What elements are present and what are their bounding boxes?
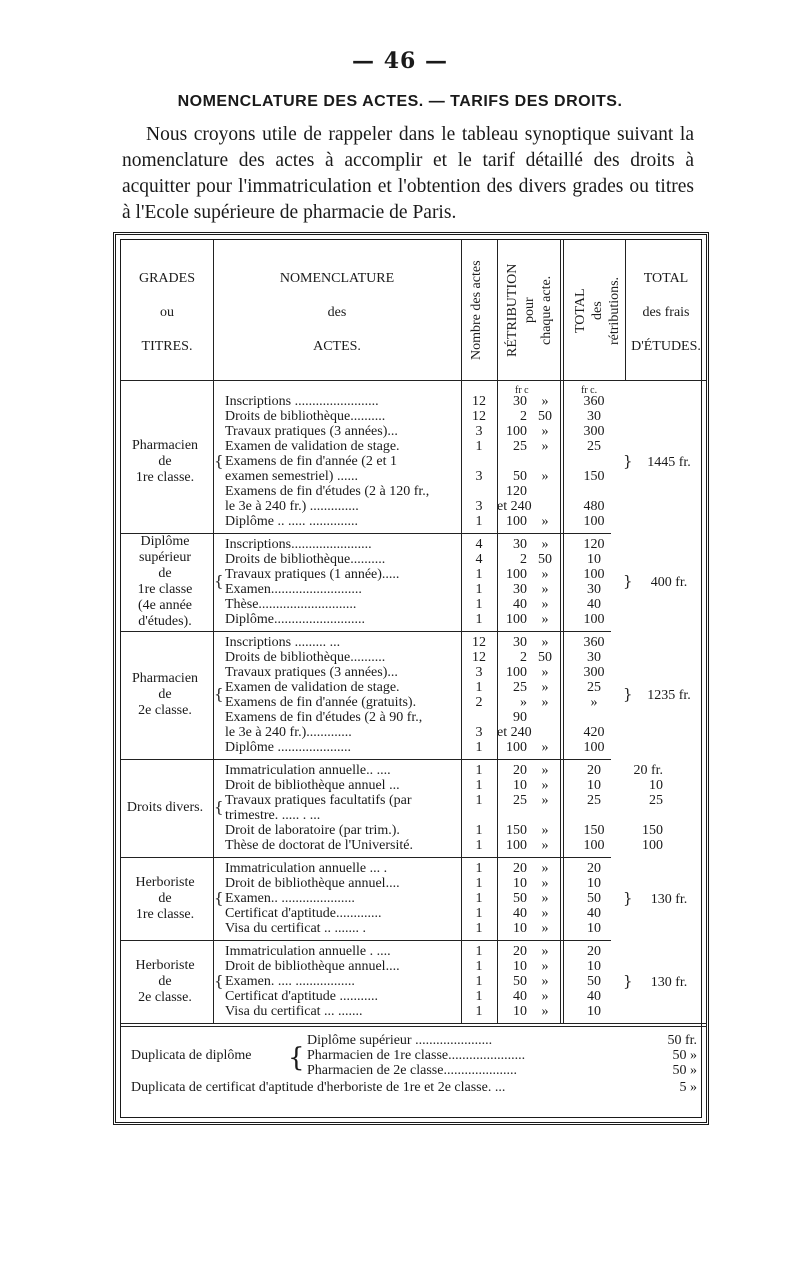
- retribution-centimes: »: [541, 514, 549, 529]
- total-frais-line: 25: [649, 793, 663, 808]
- acte-count: 1: [475, 959, 483, 974]
- unit-francs-centimes: fr c.: [581, 385, 598, 396]
- acte-count: 12: [472, 650, 486, 665]
- retribution-centimes: »: [541, 680, 549, 695]
- acte-label: trimestre. ..... . ...: [225, 808, 321, 823]
- acte-count: 3: [475, 725, 483, 740]
- total-retribution: 25: [587, 680, 601, 695]
- acte-label: Examen..........................: [225, 582, 362, 597]
- total-retribution: 40: [587, 597, 601, 612]
- retribution-francs: 90: [513, 710, 527, 725]
- retribution-francs: 40: [513, 597, 527, 612]
- retribution-francs: 10: [513, 921, 527, 936]
- acte-count: 1: [475, 838, 483, 853]
- header-nomenclature: ACTES.: [313, 339, 361, 354]
- acte-count: 1: [475, 861, 483, 876]
- total-frais-line: 20 fr.: [633, 763, 663, 778]
- retribution-francs: 30: [513, 537, 527, 552]
- grade-label: 1re classe.: [135, 469, 195, 485]
- header-grades: GRADES: [138, 271, 195, 286]
- total-retribution: 30: [587, 409, 601, 424]
- retribution-francs: 2: [520, 552, 527, 567]
- grade-label: 1re classe: [137, 582, 193, 597]
- retribution-francs: 100: [506, 514, 527, 529]
- grade-label: supérieur: [138, 550, 192, 565]
- grade-label: Herboriste: [135, 874, 195, 890]
- total-retribution: 10: [587, 778, 601, 793]
- header-retribution: chaque acte.: [539, 275, 554, 346]
- row-rule: [121, 380, 707, 381]
- acte-label: Visa du certificat ... .......: [225, 1004, 363, 1019]
- acte-label: Travaux pratiques (3 années)...: [225, 424, 398, 439]
- brace-left: {: [214, 685, 224, 703]
- total-retribution: 50: [587, 974, 601, 989]
- total-retribution: 30: [587, 582, 601, 597]
- page-number: — 46 —: [352, 48, 448, 74]
- acte-label: Droit de bibliothèque annuel....: [225, 959, 400, 974]
- retribution-centimes: »: [541, 394, 549, 409]
- column-rule: [213, 240, 214, 1023]
- retribution-francs: 100: [506, 665, 527, 680]
- retribution-centimes: »: [541, 439, 549, 454]
- grade-label: de: [158, 453, 172, 469]
- acte-count: 4: [475, 552, 483, 567]
- total-retribution: 360: [583, 635, 605, 650]
- retribution-centimes: »: [541, 567, 549, 582]
- total-retribution: 20: [587, 861, 601, 876]
- total-retribution: 40: [587, 906, 601, 921]
- duplicata-item: Pharmacien de 2e classe.....................: [307, 1063, 517, 1078]
- row-rule: [121, 857, 611, 858]
- retribution-francs: 100: [506, 424, 527, 439]
- acte-count: 1: [475, 823, 483, 838]
- retribution-francs: 150: [506, 823, 527, 838]
- total-retribution: 25: [587, 439, 601, 454]
- acte-count: 1: [475, 944, 483, 959]
- section-total: 130 fr.: [650, 974, 688, 990]
- retribution-centimes: »: [541, 763, 549, 778]
- acte-label: Diplôme .....................: [225, 740, 351, 755]
- brace-right: }: [623, 572, 633, 590]
- acte-count: 1: [475, 921, 483, 936]
- acte-label: Travaux pratiques (1 année).....: [225, 567, 400, 582]
- acte-label: Examen de validation de stage.: [225, 680, 400, 695]
- retribution-centimes: »: [541, 959, 549, 974]
- acte-count: 1: [475, 582, 483, 597]
- duplicata-price: 50 »: [672, 1063, 697, 1078]
- acte-label: Certificat d'aptitude.............: [225, 906, 382, 921]
- retribution-francs: 30: [513, 394, 527, 409]
- grade-label: 2e classe.: [138, 703, 192, 718]
- retribution-centimes: »: [541, 891, 549, 906]
- acte-label: examen semestriel) ......: [225, 469, 358, 484]
- retribution-centimes: »: [541, 921, 549, 936]
- acte-label: Travaux pratiques facultatifs (par: [225, 793, 412, 808]
- retribution-francs: 25: [513, 793, 527, 808]
- retribution-centimes: 50: [538, 650, 552, 665]
- acte-label: Immatriculation annuelle.. ....: [225, 763, 391, 778]
- retribution-francs: »: [520, 695, 527, 710]
- header-grades: TITRES.: [141, 339, 193, 354]
- header-nomenclature: des: [327, 305, 347, 320]
- total-retribution: 100: [583, 567, 605, 582]
- acte-label: Examens de fin d'études (2 à 90 fr.,: [225, 710, 423, 725]
- acte-label: Inscriptions ......... ...: [225, 635, 341, 650]
- retribution-centimes: »: [541, 838, 549, 853]
- retribution-centimes: »: [541, 424, 549, 439]
- acte-label: Examen. .... .................: [225, 974, 355, 989]
- retribution-centimes: 50: [538, 552, 552, 567]
- acte-count: 1: [475, 891, 483, 906]
- total-retribution: 40: [587, 989, 601, 1004]
- acte-count: 1: [475, 514, 483, 529]
- retribution-francs: 10: [513, 959, 527, 974]
- grade-label: (4e année: [137, 598, 193, 613]
- total-frais-line: 10: [649, 778, 663, 793]
- acte-count: 4: [475, 537, 483, 552]
- tariff-table: [113, 232, 709, 1125]
- retribution-centimes: »: [541, 1004, 549, 1019]
- unit-francs-centimes: fr c: [515, 385, 529, 396]
- acte-label: Examen.. .....................: [225, 891, 355, 906]
- header-grades: ou: [160, 305, 174, 320]
- total-retribution: 50: [587, 891, 601, 906]
- acte-count: 2: [475, 695, 483, 710]
- total-retribution: 10: [587, 959, 601, 974]
- acte-count: 1: [475, 1004, 483, 1019]
- total-retribution: »: [590, 695, 598, 710]
- acte-count: 12: [472, 394, 486, 409]
- acte-label: Droits de bibliothèque..........: [225, 409, 386, 424]
- acte-count: 1: [475, 612, 483, 627]
- row-rule: [121, 759, 611, 760]
- grade-label: 2e classe.: [138, 989, 192, 1005]
- retribution-centimes: »: [541, 469, 549, 484]
- retribution-centimes: »: [541, 823, 549, 838]
- row-rule: [121, 940, 611, 941]
- acte-label: Droit de bibliothèque annuel ...: [225, 778, 400, 793]
- acte-label: Immatriculation annuelle ... .: [225, 861, 388, 876]
- grade-label: de: [158, 566, 172, 581]
- retribution-centimes: »: [541, 537, 549, 552]
- total-retribution: 480: [583, 499, 605, 514]
- grade-label: Droits divers.: [126, 800, 204, 815]
- acte-label: Thèse............................: [225, 597, 357, 612]
- acte-count: 3: [475, 665, 483, 680]
- grade-label: Pharmacien: [131, 671, 199, 686]
- column-rule: [497, 240, 498, 1023]
- brace-left: {: [214, 572, 224, 590]
- total-retribution: 30: [587, 650, 601, 665]
- section-total: 1445 fr.: [647, 454, 691, 470]
- total-retribution: 100: [583, 514, 605, 529]
- acte-count: 12: [472, 635, 486, 650]
- section-total: 1235 fr.: [647, 688, 691, 703]
- retribution-centimes: »: [541, 906, 549, 921]
- retribution-francs: 2: [520, 409, 527, 424]
- acte-label: Droit de laboratoire (par trim.).: [225, 823, 400, 838]
- retribution-francs: 100: [506, 838, 527, 853]
- acte-label: Examens de fin d'études (2 à 120 fr.,: [225, 484, 430, 499]
- retribution-centimes: »: [541, 582, 549, 597]
- acte-count: 1: [475, 906, 483, 921]
- acte-label: le 3e à 240 fr.).............: [225, 725, 352, 740]
- retribution-francs: 10: [513, 1004, 527, 1019]
- retribution-francs: 100: [506, 567, 527, 582]
- retribution-centimes: »: [541, 695, 549, 710]
- acte-label: Diplôme..........................: [225, 612, 365, 627]
- acte-count: 3: [475, 424, 483, 439]
- header-total-retributions: TOTAL: [573, 288, 588, 333]
- retribution-francs: 10: [513, 778, 527, 793]
- duplicata-item: Diplôme supérieur ......................: [307, 1033, 493, 1048]
- table-grid: [120, 239, 702, 1118]
- total-retribution: 10: [587, 876, 601, 891]
- brace-left: {: [214, 451, 224, 470]
- grade-label: d'études).: [138, 614, 192, 629]
- total-retribution: 10: [587, 552, 601, 567]
- retribution-centimes: 50: [538, 409, 552, 424]
- acte-count: 1: [475, 989, 483, 1004]
- total-retribution: 420: [583, 725, 605, 740]
- retribution-francs: 50: [513, 469, 527, 484]
- acte-label: Examens de fin d'année (gratuits).: [225, 695, 417, 710]
- brace-right: }: [623, 888, 633, 907]
- acte-count: 1: [475, 778, 483, 793]
- total-retribution: 100: [583, 838, 605, 853]
- retribution-centimes: »: [541, 597, 549, 612]
- brace-right: }: [623, 451, 633, 470]
- column-rule: [563, 240, 564, 1023]
- acte-count: 1: [475, 876, 483, 891]
- acte-count: 3: [475, 469, 483, 484]
- total-retribution: 20: [587, 944, 601, 959]
- total-retribution: 10: [587, 1004, 601, 1019]
- total-retribution: 100: [583, 612, 605, 627]
- retribution-francs: 20: [513, 763, 527, 778]
- retribution-francs: 100: [506, 740, 527, 755]
- retribution-francs: 25: [513, 439, 527, 454]
- section-total: 400 fr.: [650, 575, 688, 590]
- retribution-centimes: »: [541, 665, 549, 680]
- retribution-francs: 120: [506, 484, 527, 499]
- total-retribution: 300: [583, 665, 605, 680]
- header-retribution: RÉTRIBUTION: [505, 263, 520, 358]
- duplicata-price: 50 fr.: [667, 1033, 697, 1048]
- acte-label: Immatriculation annuelle . ....: [225, 944, 391, 959]
- header-total-retributions: des: [590, 301, 605, 320]
- acte-count: 1: [475, 439, 483, 454]
- acte-count: 1: [475, 793, 483, 808]
- total-retribution: 360: [583, 394, 605, 409]
- total-retribution: 300: [583, 424, 605, 439]
- retribution-francs: 20: [513, 861, 527, 876]
- section-heading: NOMENCLATURE DES ACTES. — TARIFS DES DROITS.: [177, 93, 623, 110]
- header-retribution: pour: [522, 297, 537, 324]
- retribution-centimes: »: [541, 793, 549, 808]
- duplicata-item: Pharmacien de 1re classe......................: [307, 1048, 526, 1063]
- retribution-francs: 30: [513, 582, 527, 597]
- header-nombre: Nombre des actes: [469, 260, 484, 361]
- grade-label: de: [158, 687, 172, 702]
- grade-label: 1re classe.: [135, 906, 195, 922]
- retribution-francs: 40: [513, 906, 527, 921]
- acte-count: 1: [475, 740, 483, 755]
- total-retribution: 120: [583, 537, 605, 552]
- total-retribution: 10: [587, 921, 601, 936]
- retribution-centimes: »: [541, 989, 549, 1004]
- retribution-centimes: »: [541, 740, 549, 755]
- total-frais-line: 100: [642, 838, 663, 853]
- certificat-duplicata: Duplicata de certificat d'aptitude d'herboriste de 1re et 2e classe. ...: [131, 1080, 506, 1095]
- grade-label: de: [158, 890, 172, 906]
- header-total-frais: D'ÉTUDES.: [631, 339, 701, 354]
- acte-count: 1: [475, 974, 483, 989]
- column-rule: [560, 240, 561, 1023]
- retribution-centimes: »: [541, 876, 549, 891]
- row-rule: [121, 631, 611, 632]
- acte-count: 1: [475, 597, 483, 612]
- brace-left: {: [214, 971, 224, 990]
- column-rule: [625, 240, 626, 380]
- retribution-centimes: »: [541, 612, 549, 627]
- total-retribution: 20: [587, 763, 601, 778]
- total-retribution: 100: [583, 740, 605, 755]
- acte-label: Droit de bibliothèque annuel....: [225, 876, 400, 891]
- acte-label: Examen de validation de stage.: [225, 439, 400, 454]
- header-total-frais: des frais: [642, 305, 690, 320]
- intro-paragraph: Nous croyons utile de rappeler dans le tableau synoptique suivant la nomenclature des actes à accomplir et le tarif détaillé des droits à acquitter pour l'immatriculation et l'obtention des divers grades ou titres à l'Ecole supérieure de pharmacie de Paris.: [122, 124, 694, 223]
- acte-label: Droits de bibliothèque..........: [225, 650, 386, 665]
- total-retribution: 25: [587, 793, 601, 808]
- total-retribution: 150: [583, 469, 605, 484]
- grade-label: Herboriste: [135, 957, 195, 973]
- brace-left: {: [214, 798, 224, 816]
- retribution-francs: 25: [513, 680, 527, 695]
- header-total-frais: TOTAL: [643, 271, 689, 286]
- section-total: 130 fr.: [650, 891, 688, 907]
- total-frais-line: 150: [642, 823, 663, 838]
- retribution-francs: 50: [513, 891, 527, 906]
- retribution-centimes: »: [541, 635, 549, 650]
- acte-label: Inscriptions.......................: [225, 537, 372, 552]
- header-nomenclature: NOMENCLATURE: [279, 271, 395, 286]
- retribution-centimes: »: [541, 974, 549, 989]
- acte-count: 12: [472, 409, 486, 424]
- column-rule: [461, 240, 462, 1023]
- grade-label: Pharmacien: [131, 437, 199, 453]
- acte-label: Visa du certificat .. ....... .: [225, 921, 367, 936]
- brace-right: }: [623, 685, 633, 703]
- acte-label: Inscriptions ........................: [225, 394, 379, 409]
- brace-right: }: [623, 971, 633, 990]
- retribution-francs: 2: [520, 650, 527, 665]
- row-rule: [121, 1023, 707, 1024]
- retribution-francs: et 240: [497, 725, 532, 740]
- acte-label: Thèse de doctorat de l'Université.: [225, 838, 413, 853]
- total-retribution: 150: [583, 823, 605, 838]
- grade-label: Diplôme: [140, 534, 190, 549]
- retribution-centimes: »: [541, 944, 549, 959]
- acte-label: Certificat d'aptitude ...........: [225, 989, 378, 1004]
- header-total-retributions: rétributions.: [607, 276, 622, 345]
- retribution-centimes: »: [541, 861, 549, 876]
- acte-label: Diplôme .. ..... ..............: [225, 514, 358, 529]
- row-rule: [121, 1026, 707, 1027]
- retribution-centimes: »: [541, 778, 549, 793]
- acte-count: 3: [475, 499, 483, 514]
- retribution-francs: 50: [513, 974, 527, 989]
- acte-label: Droits de bibliothèque..........: [225, 552, 386, 567]
- acte-label: Examens de fin d'année (2 et 1: [225, 454, 398, 469]
- certificat-price: 5 »: [679, 1080, 697, 1095]
- acte-label: le 3e à 240 fr.) ..............: [225, 499, 359, 514]
- brace-left: {: [288, 1043, 305, 1073]
- retribution-francs: 20: [513, 944, 527, 959]
- duplicata-price: 50 »: [672, 1048, 697, 1063]
- retribution-francs: 30: [513, 635, 527, 650]
- acte-count: 1: [475, 763, 483, 778]
- duplicata-label: Duplicata de diplôme: [131, 1048, 252, 1063]
- brace-left: {: [214, 888, 224, 907]
- acte-label: Travaux pratiques (3 années)...: [225, 665, 398, 680]
- retribution-francs: 100: [506, 612, 527, 627]
- grade-label: de: [158, 973, 172, 989]
- acte-count: 1: [475, 567, 483, 582]
- retribution-francs: 40: [513, 989, 527, 1004]
- acte-count: 1: [475, 680, 483, 695]
- retribution-francs: et 240: [497, 499, 532, 514]
- retribution-francs: 10: [513, 876, 527, 891]
